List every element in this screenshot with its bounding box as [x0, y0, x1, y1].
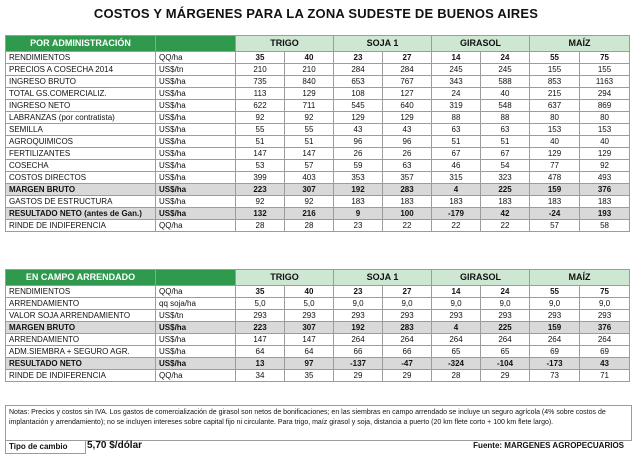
value-cell: 9,0: [334, 298, 383, 310]
value-cell: 210: [285, 64, 334, 76]
value-cell: 129: [383, 112, 432, 124]
value-cell: 100: [383, 208, 432, 220]
value-cell: 735: [236, 76, 285, 88]
arrendado-section-title: EN CAMPO ARRENDADO: [6, 270, 156, 286]
value-cell: 147: [285, 148, 334, 160]
row-label: SEMILLA: [6, 124, 156, 136]
row-unit: QQ/ha: [156, 220, 236, 232]
value-cell: 215: [530, 88, 580, 100]
table-row: [6, 124, 630, 136]
value-cell: 147: [285, 334, 334, 346]
value-cell: 9: [334, 208, 383, 220]
value-cell: 69: [530, 346, 580, 358]
value-cell: 14: [432, 52, 481, 64]
table-row: [6, 100, 630, 112]
value-cell: 403: [285, 172, 334, 184]
row-unit: US$/ha: [156, 172, 236, 184]
value-cell: 35: [285, 370, 334, 382]
value-cell: 51: [236, 136, 285, 148]
value-cell: 132: [236, 208, 285, 220]
value-cell: 637: [530, 100, 580, 112]
value-cell: 478: [530, 172, 580, 184]
value-cell: 293: [236, 310, 285, 322]
value-cell: 63: [481, 124, 530, 136]
value-cell: 88: [481, 112, 530, 124]
value-cell: 23: [334, 52, 383, 64]
row-label: FERTILIZANTES: [6, 148, 156, 160]
row-unit: US$/ha: [156, 148, 236, 160]
value-cell: 13: [236, 358, 285, 370]
value-cell: 225: [481, 184, 530, 196]
row-label: LABRANZAS (por contratista): [6, 112, 156, 124]
value-cell: 29: [334, 370, 383, 382]
value-cell: 28: [285, 220, 334, 232]
value-cell: 319: [432, 100, 481, 112]
row-label: ADM.SIEMBRA + SEGURO AGR.: [6, 346, 156, 358]
value-cell: 58: [580, 220, 630, 232]
table-row: [6, 76, 630, 88]
value-cell: 42: [481, 208, 530, 220]
table-row: [6, 148, 630, 160]
value-cell: 264: [580, 334, 630, 346]
value-cell: 283: [383, 322, 432, 334]
value-cell: 57: [285, 160, 334, 172]
value-cell: 183: [432, 196, 481, 208]
table-row: [6, 310, 630, 322]
value-cell: 129: [580, 148, 630, 160]
value-cell: 293: [432, 310, 481, 322]
value-cell: 869: [580, 100, 630, 112]
value-cell: 97: [285, 358, 334, 370]
value-cell: 77: [530, 160, 580, 172]
value-cell: 353: [334, 172, 383, 184]
value-cell: 43: [383, 124, 432, 136]
value-cell: 66: [334, 346, 383, 358]
value-cell: -137: [334, 358, 383, 370]
table-row: [6, 88, 630, 100]
value-cell: 24: [481, 286, 530, 298]
value-cell: 63: [432, 124, 481, 136]
value-cell: 26: [334, 148, 383, 160]
row-label: COSTOS DIRECTOS: [6, 172, 156, 184]
table-row: [6, 160, 630, 172]
row-unit: qq soja/ha: [156, 298, 236, 310]
admin-table: [5, 35, 630, 232]
value-cell: 71: [580, 370, 630, 382]
value-cell: 64: [285, 346, 334, 358]
arrendado-crop-header: TRIGO: [236, 270, 334, 286]
admin-crop-header: MAÍZ: [530, 36, 630, 52]
arrendado-table: [5, 269, 630, 382]
table-row: [6, 370, 630, 382]
value-cell: 853: [530, 76, 580, 88]
value-cell: 153: [530, 124, 580, 136]
table-row: [6, 172, 630, 184]
value-cell: 9,0: [530, 298, 580, 310]
row-label: RINDE DE INDIFERENCIA: [6, 220, 156, 232]
value-cell: 54: [481, 160, 530, 172]
value-cell: 9,0: [432, 298, 481, 310]
arrendado-crop-header: SOJA 1: [334, 270, 432, 286]
value-cell: 63: [383, 160, 432, 172]
value-cell: 147: [236, 334, 285, 346]
value-cell: 493: [580, 172, 630, 184]
value-cell: 69: [580, 346, 630, 358]
value-cell: 307: [285, 322, 334, 334]
value-cell: 127: [383, 88, 432, 100]
value-cell: 264: [383, 334, 432, 346]
value-cell: -173: [530, 358, 580, 370]
value-cell: 284: [383, 64, 432, 76]
value-cell: 183: [580, 196, 630, 208]
value-cell: 53: [236, 160, 285, 172]
value-cell: 159: [530, 184, 580, 196]
value-cell: 40: [530, 136, 580, 148]
value-cell: 293: [334, 310, 383, 322]
table-row: [6, 136, 630, 148]
arrendado-crop-header: MAÍZ: [530, 270, 630, 286]
value-cell: 129: [530, 148, 580, 160]
page-title: COSTOS Y MÁRGENES PARA LA ZONA SUDESTE DE BUENOS AIRES: [93, 6, 539, 21]
value-cell: 59: [334, 160, 383, 172]
value-cell: 46: [432, 160, 481, 172]
value-cell: -179: [432, 208, 481, 220]
row-label: PRECIOS A COSECHA 2014: [6, 64, 156, 76]
value-cell: 51: [481, 136, 530, 148]
value-cell: 376: [580, 184, 630, 196]
value-cell: 293: [481, 310, 530, 322]
row-unit: US$/ha: [156, 76, 236, 88]
value-cell: 9,0: [481, 298, 530, 310]
row-unit: US$/ha: [156, 100, 236, 112]
table-row: [6, 334, 630, 346]
row-unit: US$/ha: [156, 136, 236, 148]
value-cell: 192: [334, 322, 383, 334]
admin-header-row: [6, 36, 630, 52]
value-cell: 34: [236, 370, 285, 382]
value-cell: 159: [530, 322, 580, 334]
admin-unit-header: [156, 36, 236, 52]
value-cell: 73: [530, 370, 580, 382]
value-cell: 51: [432, 136, 481, 148]
value-cell: 88: [432, 112, 481, 124]
value-cell: 64: [236, 346, 285, 358]
row-unit: US$/ha: [156, 112, 236, 124]
value-cell: 92: [285, 112, 334, 124]
row-unit: US$/ha: [156, 184, 236, 196]
value-cell: 55: [236, 124, 285, 136]
value-cell: 294: [580, 88, 630, 100]
admin-crop-header: GIRASOL: [432, 36, 530, 52]
value-cell: 225: [481, 322, 530, 334]
value-cell: 35: [236, 286, 285, 298]
value-cell: 28: [432, 370, 481, 382]
row-unit: US$/ha: [156, 196, 236, 208]
row-label: MARGEN BRUTO: [6, 322, 156, 334]
footer: [5, 440, 630, 454]
value-cell: 22: [481, 220, 530, 232]
table-row: [6, 64, 630, 76]
value-cell: 223: [236, 184, 285, 196]
row-unit: US$/tn: [156, 64, 236, 76]
row-unit: US$/ha: [156, 208, 236, 220]
value-cell: 293: [383, 310, 432, 322]
row-unit: US$/ha: [156, 334, 236, 346]
value-cell: 653: [334, 76, 383, 88]
value-cell: 80: [580, 112, 630, 124]
value-cell: 55: [530, 52, 580, 64]
value-cell: 75: [580, 286, 630, 298]
value-cell: 23: [334, 286, 383, 298]
value-cell: 66: [383, 346, 432, 358]
value-cell: 840: [285, 76, 334, 88]
value-cell: 26: [383, 148, 432, 160]
value-cell: 640: [383, 100, 432, 112]
value-cell: 40: [285, 52, 334, 64]
value-cell: 57: [530, 220, 580, 232]
value-cell: 588: [481, 76, 530, 88]
value-cell: 264: [481, 334, 530, 346]
table-row: [6, 286, 630, 298]
value-cell: 4: [432, 322, 481, 334]
admin-crop-header: SOJA 1: [334, 36, 432, 52]
value-cell: 40: [580, 136, 630, 148]
value-cell: 155: [530, 64, 580, 76]
row-label: RENDIMIENTOS: [6, 52, 156, 64]
value-cell: 153: [580, 124, 630, 136]
value-cell: 264: [530, 334, 580, 346]
value-cell: 113: [236, 88, 285, 100]
value-cell: 711: [285, 100, 334, 112]
value-cell: -24: [530, 208, 580, 220]
value-cell: 399: [236, 172, 285, 184]
row-unit: QQ/ha: [156, 370, 236, 382]
row-unit: US$/ha: [156, 358, 236, 370]
row-label: RINDE DE INDIFERENCIA: [6, 370, 156, 382]
value-cell: -104: [481, 358, 530, 370]
value-cell: 22: [432, 220, 481, 232]
value-cell: 67: [481, 148, 530, 160]
value-cell: 27: [383, 286, 432, 298]
value-cell: 264: [334, 334, 383, 346]
value-cell: 5,0: [236, 298, 285, 310]
value-cell: 92: [285, 196, 334, 208]
value-cell: 323: [481, 172, 530, 184]
row-unit: US$/tn: [156, 310, 236, 322]
row-label: TOTAL GS.COMERCIALIZ.: [6, 88, 156, 100]
value-cell: 51: [285, 136, 334, 148]
table-row: [6, 208, 630, 220]
row-label: GASTOS DE ESTRUCTURA: [6, 196, 156, 208]
value-cell: 223: [236, 322, 285, 334]
admin-crop-header: TRIGO: [236, 36, 334, 52]
row-unit: QQ/ha: [156, 286, 236, 298]
value-cell: 183: [481, 196, 530, 208]
value-cell: 210: [236, 64, 285, 76]
exchange-rate-value: 5,70 $/dólar: [87, 440, 143, 451]
value-cell: 40: [285, 286, 334, 298]
row-unit: US$/ha: [156, 346, 236, 358]
value-cell: 245: [481, 64, 530, 76]
value-cell: -47: [383, 358, 432, 370]
value-cell: 55: [285, 124, 334, 136]
value-cell: 92: [236, 112, 285, 124]
value-cell: 43: [334, 124, 383, 136]
value-cell: 92: [236, 196, 285, 208]
value-cell: 108: [334, 88, 383, 100]
value-cell: 129: [334, 112, 383, 124]
value-cell: 55: [530, 286, 580, 298]
value-cell: 27: [383, 52, 432, 64]
table-row: [6, 184, 630, 196]
value-cell: 622: [236, 100, 285, 112]
value-cell: 183: [530, 196, 580, 208]
value-cell: 216: [285, 208, 334, 220]
table-row: [6, 196, 630, 208]
row-label: ARRENDAMIENTO: [6, 334, 156, 346]
value-cell: 67: [432, 148, 481, 160]
value-cell: 548: [481, 100, 530, 112]
value-cell: 96: [334, 136, 383, 148]
value-cell: 24: [481, 52, 530, 64]
value-cell: 315: [432, 172, 481, 184]
value-cell: 5,0: [285, 298, 334, 310]
row-unit: QQ/ha: [156, 52, 236, 64]
value-cell: 343: [432, 76, 481, 88]
value-cell: 29: [383, 370, 432, 382]
value-cell: 129: [285, 88, 334, 100]
value-cell: 80: [530, 112, 580, 124]
exchange-rate-label: Tipo de cambio: [5, 440, 86, 454]
value-cell: 24: [432, 88, 481, 100]
row-unit: US$/ha: [156, 88, 236, 100]
value-cell: 284: [334, 64, 383, 76]
value-cell: 65: [432, 346, 481, 358]
value-cell: 40: [481, 88, 530, 100]
row-label: ARRENDAMIENTO: [6, 298, 156, 310]
value-cell: 357: [383, 172, 432, 184]
value-cell: 545: [334, 100, 383, 112]
value-cell: 1163: [580, 76, 630, 88]
value-cell: 283: [383, 184, 432, 196]
row-label: RESULTADO NETO: [6, 358, 156, 370]
table-row: [6, 322, 630, 334]
table-row: [6, 52, 630, 64]
value-cell: 767: [383, 76, 432, 88]
value-cell: 14: [432, 286, 481, 298]
value-cell: 183: [334, 196, 383, 208]
value-cell: 293: [285, 310, 334, 322]
row-label: RESULTADO NETO (antes de Gan.): [6, 208, 156, 220]
row-label: INGRESO BRUTO: [6, 76, 156, 88]
value-cell: 75: [580, 52, 630, 64]
row-unit: US$/ha: [156, 124, 236, 136]
value-cell: 155: [580, 64, 630, 76]
value-cell: 376: [580, 322, 630, 334]
value-cell: 183: [383, 196, 432, 208]
source-text: Fuente: MARGENES AGROPECUARIOS: [473, 441, 624, 450]
value-cell: -324: [432, 358, 481, 370]
value-cell: 245: [432, 64, 481, 76]
row-unit: US$/ha: [156, 160, 236, 172]
value-cell: 9,0: [383, 298, 432, 310]
arrendado-unit-header: [156, 270, 236, 286]
admin-section-title: POR ADMINISTRACIÓN: [6, 36, 156, 52]
row-label: RENDIMIENTOS: [6, 286, 156, 298]
value-cell: 22: [383, 220, 432, 232]
value-cell: 96: [383, 136, 432, 148]
table-row: [6, 346, 630, 358]
value-cell: 35: [236, 52, 285, 64]
row-label: AGROQUIMICOS: [6, 136, 156, 148]
value-cell: 293: [530, 310, 580, 322]
value-cell: 4: [432, 184, 481, 196]
value-cell: 293: [580, 310, 630, 322]
table-row: [6, 112, 630, 124]
value-cell: 192: [334, 184, 383, 196]
value-cell: 92: [580, 160, 630, 172]
table-row: [6, 298, 630, 310]
row-label: COSECHA: [6, 160, 156, 172]
row-label: MARGEN BRUTO: [6, 184, 156, 196]
value-cell: 28: [236, 220, 285, 232]
value-cell: 23: [334, 220, 383, 232]
value-cell: 65: [481, 346, 530, 358]
arrendado-crop-header: GIRASOL: [432, 270, 530, 286]
value-cell: 29: [481, 370, 530, 382]
value-cell: 264: [432, 334, 481, 346]
row-label: VALOR SOJA ARRENDAMIENTO: [6, 310, 156, 322]
row-unit: US$/ha: [156, 322, 236, 334]
table-row: [6, 358, 630, 370]
value-cell: 43: [580, 358, 630, 370]
arrendado-header-row: [6, 270, 630, 286]
value-cell: 307: [285, 184, 334, 196]
value-cell: 147: [236, 148, 285, 160]
notes-text: Notas: Precios y costos sin IVA. Los gastos de comercialización de girasol son netos de bonificaciones; en las siembras en campo arrendado se incluye un seguro agrícola (4% sobre costos de implantación y arrendamiento); no se incluyen intereses sobre capital fijo ni circulante. Para trigo, maíz girasol y soja, distancia a puerto (20 km flete corto + 100 km flete largo).: [5, 405, 632, 441]
row-label: INGRESO NETO: [6, 100, 156, 112]
value-cell: 193: [580, 208, 630, 220]
value-cell: 9,0: [580, 298, 630, 310]
table-row: [6, 220, 630, 232]
